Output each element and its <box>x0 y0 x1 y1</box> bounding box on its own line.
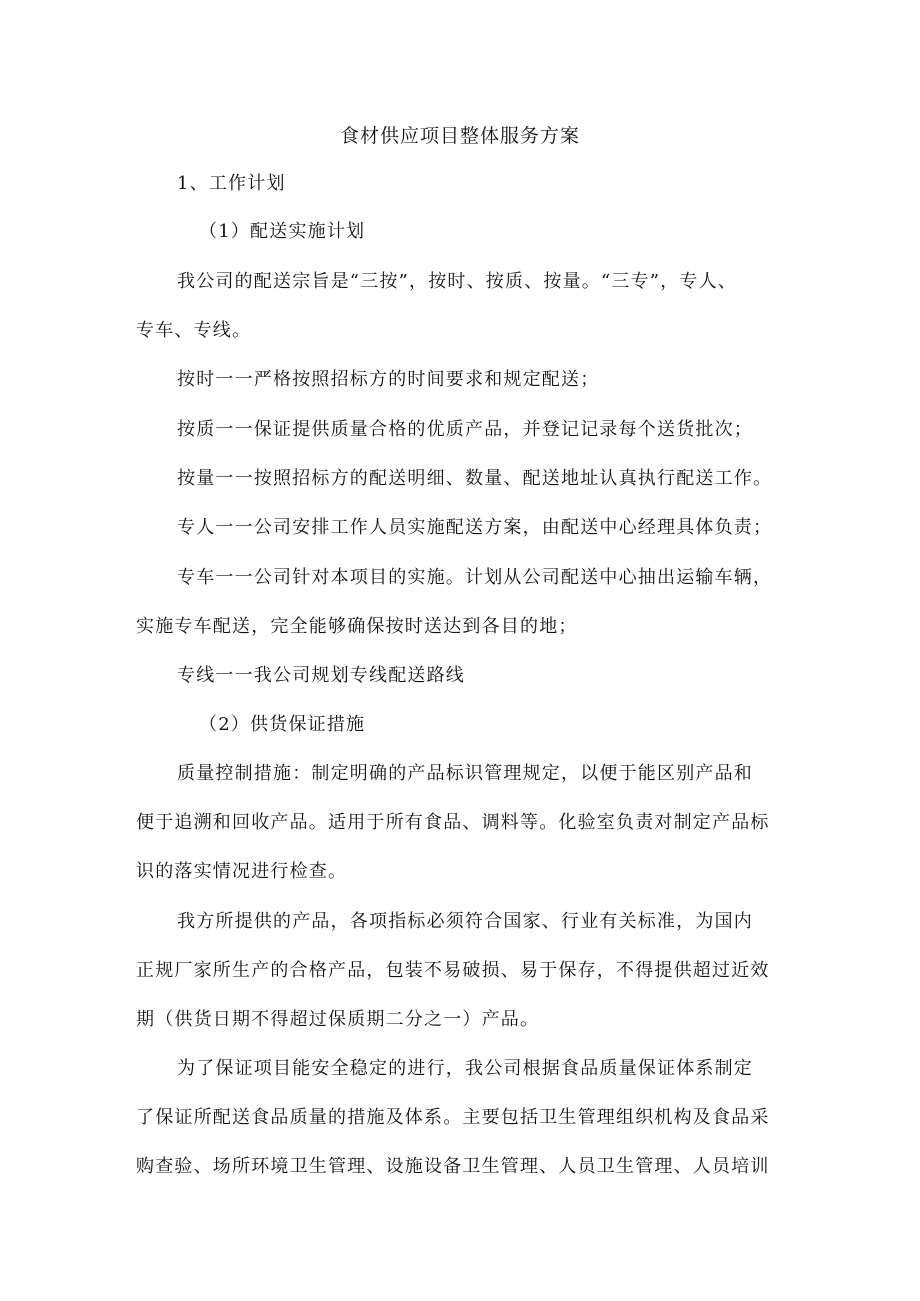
subsection-heading-supply-guarantee: （2）供货保证措施 <box>199 714 366 735</box>
paragraph-line: 专线一一我公司规划专线配送路线 <box>177 665 465 686</box>
paragraph-line: 专人一一公司安排工作人员实施配送方案，由配送中心经理具体负责； <box>177 517 773 538</box>
paragraph-line: 我方所提供的产品，各项指标必须符合国家、行业有关标准，为国内 <box>177 911 753 932</box>
paragraph-line: 识的落实情况进行检查。 <box>136 861 348 882</box>
paragraph-line: 我公司的配送宗旨是“三按”，按时、按质、按量。“三专”，专人、 <box>177 271 738 292</box>
paragraph-line: 了保证所配送食品质量的措施及体系。主要包括卫生管理组织机构及食品采 <box>136 1107 770 1128</box>
paragraph-line: 便于追溯和回收产品。适用于所有食品、调料等。化验室负责对制定产品标 <box>136 812 770 833</box>
paragraph-line: 专车、专线。 <box>136 320 252 341</box>
document-title: 食材供应项目整体服务方案 <box>339 125 580 147</box>
paragraph-line: 为了保证项目能安全稳定的进行，我公司根据食品质量保证体系制定 <box>177 1058 753 1079</box>
paragraph-line: 期（供货日期不得超过保质期二分之一）产品。 <box>136 1009 540 1030</box>
paragraph-line: 质量控制措施：制定明确的产品标识管理规定，以便于能区别产品和 <box>177 763 753 784</box>
paragraph-line: 专车一一公司针对本项目的实施。计划从公司配送中心抽出运输车辆， <box>177 567 773 588</box>
section-heading-work-plan: 1、工作计划 <box>177 173 286 194</box>
paragraph-line: 正规厂家所生产的合格产品，包装不易破损、易于保存，不得提供超过近效 <box>136 960 770 981</box>
paragraph-line: 按质一一保证提供质量合格的优质产品，并登记记录每个送货批次； <box>177 419 753 440</box>
subsection-heading-delivery-plan: （1）配送实施计划 <box>199 221 366 242</box>
paragraph-line: 按时一一严格按照招标方的时间要求和规定配送； <box>177 369 600 390</box>
paragraph-line: 实施专车配送，完全能够确保按时送达到各目的地； <box>136 616 578 637</box>
paragraph-line: 购查验、场所环境卫生管理、设施设备卫生管理、人员卫生管理、人员培训 <box>136 1156 770 1177</box>
paragraph-line: 按量一一按照招标方的配送明细、数量、配送地址认真执行配送工作。 <box>177 468 773 489</box>
